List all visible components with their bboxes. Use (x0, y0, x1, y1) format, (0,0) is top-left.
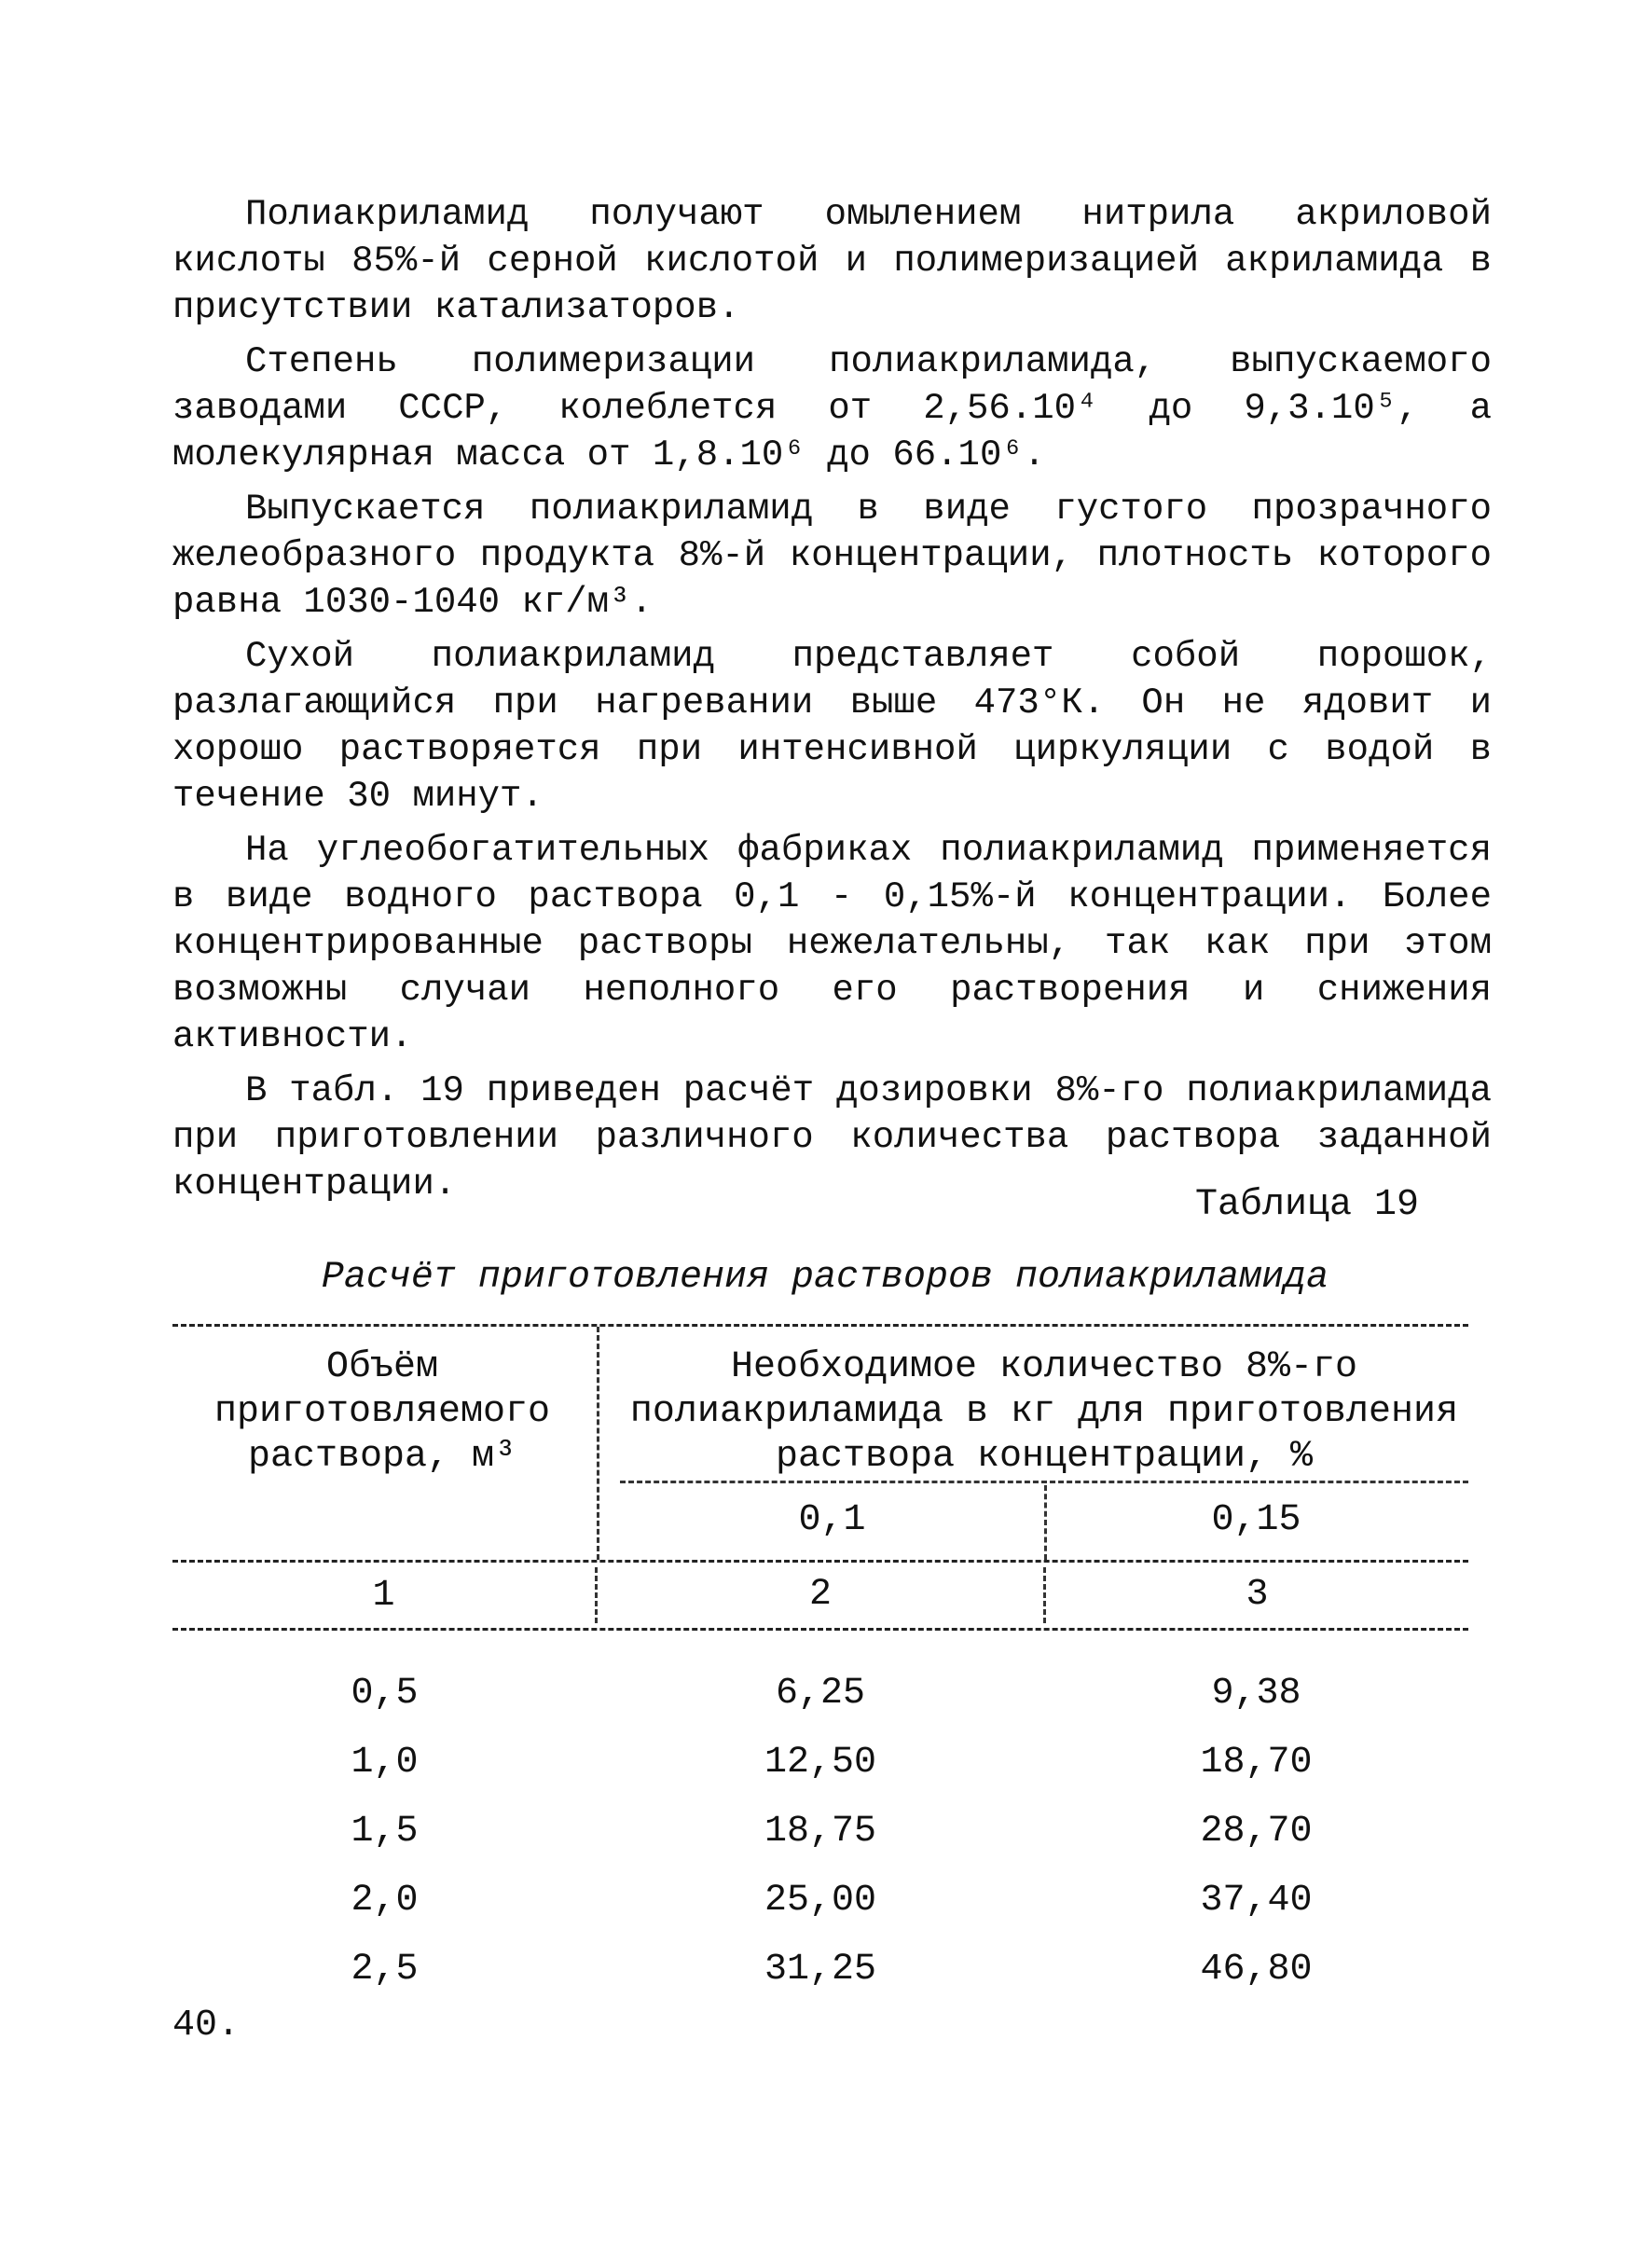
body-text (172, 191, 1492, 1215)
paragraph-6: В табл. 19 приведен расчёт дозировки 8%-го полиакриламида при приготовлении различного количества раствора заданной концентрации. (172, 1070, 1492, 1205)
table-row (172, 1935, 1468, 2004)
amount-cell-0-15: 18,70 (1200, 1741, 1313, 1784)
table-row (172, 1659, 1468, 1728)
amount-cell-0-15: 28,70 (1200, 1810, 1313, 1853)
sub-header-concentration-2: 0,15 (1211, 1499, 1301, 1541)
amount-cell-0-15: 9,38 (1211, 1672, 1301, 1715)
table-row (172, 1866, 1468, 1935)
table-label: Таблица 19 (1194, 1184, 1419, 1226)
paragraph-1: Полиакриламид получают омылением нитрила акриловой кислоты 85%-й серной кислотой и полимеризацией акриламида в присутствии катализаторов. (172, 194, 1492, 328)
header-required-amount: Необходимое количество 8%-го полиакриламида в кг для приготовления раствора концентрации, % (629, 1346, 1459, 1478)
paragraph-2: Степень полимеризации полиакриламида, выпускаемого заводами СССР, колеблется от 2,56.10⁴ до 9,3.10⁵, а молекулярная масса от 1,8.10⁶ до 66.10⁶. (172, 341, 1492, 475)
volume-cell: 2,0 (351, 1879, 419, 1922)
data-table (172, 1324, 1468, 2004)
sub-header-row (620, 1499, 1468, 1541)
table-row (172, 1728, 1468, 1797)
amount-cell-0-15: 46,80 (1200, 1948, 1313, 1991)
paragraph-4: Сухой полиакриламид представляет собой порошок, разлагающийся при нагревании выше 473°К. Он не ядовит и хорошо растворяется при интенсивной циркуляции с водой в течение 30 минут. (172, 636, 1492, 817)
amount-cell-0-1: 18,75 (764, 1810, 877, 1853)
table-title: Расчёт приготовления растворов полиакриламида (321, 1257, 1329, 1299)
amount-cell-0-1: 12,50 (764, 1741, 877, 1784)
paragraph-3: Выпускается полиакриламид в виде густого прозрачного желеобразного продукта 8%-й концентрации, плотность которого равна 1030-1040 кг/м³. (172, 489, 1492, 623)
paragraph-5: На углеобогатительных фабриках полиакриламид применяется в виде водного раствора 0,1 - 0,15%-й концентрации. Более концентрированные растворы нежелательны, так как при этом возможны случаи неполного его растворения и снижения активности. (172, 830, 1492, 1057)
page-number: 40. (172, 2005, 241, 2046)
column-number-row (172, 1563, 1468, 1628)
column-number-1: 1 (372, 1574, 395, 1617)
column-number-2: 2 (595, 1567, 1043, 1623)
header-separator (597, 1327, 599, 1560)
table-row (172, 1797, 1468, 1866)
table-body (172, 1631, 1468, 2004)
volume-cell: 0,5 (351, 1672, 419, 1715)
column-number-3: 3 (1043, 1567, 1468, 1623)
amount-cell-0-15: 37,40 (1200, 1879, 1313, 1922)
volume-cell: 1,0 (351, 1741, 419, 1784)
volume-cell: 1,5 (351, 1810, 419, 1853)
volume-cell: 2,5 (351, 1948, 419, 1991)
table-header (172, 1327, 1468, 1560)
amount-cell-0-1: 6,25 (775, 1672, 865, 1715)
amount-cell-0-1: 31,25 (764, 1948, 877, 1991)
sub-header-concentration-1: 0,1 (798, 1499, 866, 1541)
amount-cell-0-1: 25,00 (764, 1879, 877, 1922)
header-sub-rule (620, 1481, 1468, 1483)
header-volume: Объём приготовляемого раствора, м³ (213, 1346, 551, 1478)
